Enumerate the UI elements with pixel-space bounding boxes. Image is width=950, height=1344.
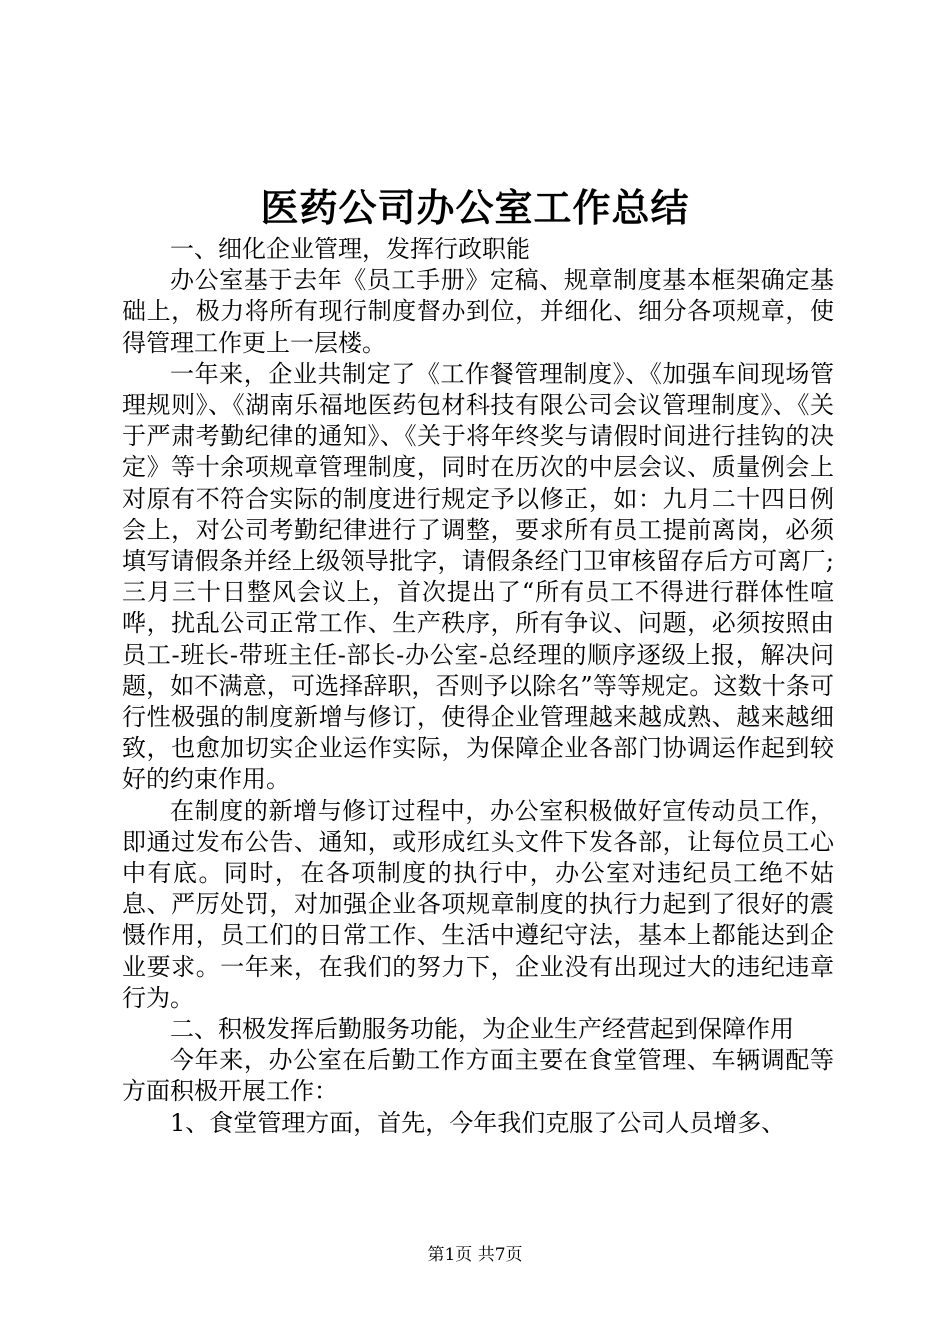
paragraph: 在制度的新增与修订过程中，办公室积极做好宣传动员工作，即通过发布公告、通知，或形成红头文件下发各部，让每位员工心中有底。同时，在各项制度的执行中，办公室对违纪员工绝不姑息、严厉处罚，对加强企业各项规章制度的执行力起到了很好的震慑作用，员工们的日常工作、生活中遵纪守法，基本上都能达到企业要求。一年来，在我们的努力下，企业没有出现过大的违纪违章行为。: [122, 796, 834, 1012]
paragraph: 今年来，办公室在后勤工作方面主要在食堂管理、车辆调配等方面积极开展工作：: [122, 1046, 834, 1106]
paragraph: 办公室基于去年《员工手册》定稿、规章制度基本框架确定基础上，极力将所有现行制度督办到位，并细化、细分各项规章，使得管理工作更上一层楼。: [122, 266, 834, 357]
document-body: [122, 234, 834, 1139]
paragraph: 1、食堂管理方面，首先，今年我们克服了公司人员增多、: [170, 1108, 786, 1137]
paragraph: 一年来，企业共制定了《工作餐管理制度》、《加强车间现场管理规则》、《湖南乐福地医药包材科技有限公司会议管理制度》、《关于严肃考勤纪律的通知》、《关于将年终奖与请假时间进行挂钩的决定》等十余项规章管理制度，同时在历次的中层会议、质量例会上对原有不符合实际的制度进行规定予以修正，如：九月二十四日例会上，对公司考勤纪律进行了调整，要求所有员工提前离岗，必须填写请假条并经上级领导批字，请假条经门卫审核留存后方可离厂;三月三十日整风会议上，首次提出了“所有员工不得进行群体性喧哗，扰乱公司正常工作、生产秩序，所有争议、问题，必须按照由员工-班长-带班主任-部长-办公室-总经理的顺序逐级上报，解决问题，如不满意，可选择辞职，否则予以除名”等等规定。这数十条可行性极强的制度新增与修订，使得企业管理越来越成熟、越来越细致，也愈加切实企业运作实际，为保障企业各部门协调运作起到较好的约束作用。: [122, 359, 834, 794]
section-heading-2: 二、积极发挥后勤服务功能，为企业生产经营起到保障作用: [170, 1015, 794, 1044]
section-heading-1: 一、细化企业管理，发挥行政职能: [170, 235, 530, 263]
document-title: 医药公司办公室工作总结: [260, 185, 690, 230]
page-footer: 第1页 共7页: [427, 1245, 523, 1265]
